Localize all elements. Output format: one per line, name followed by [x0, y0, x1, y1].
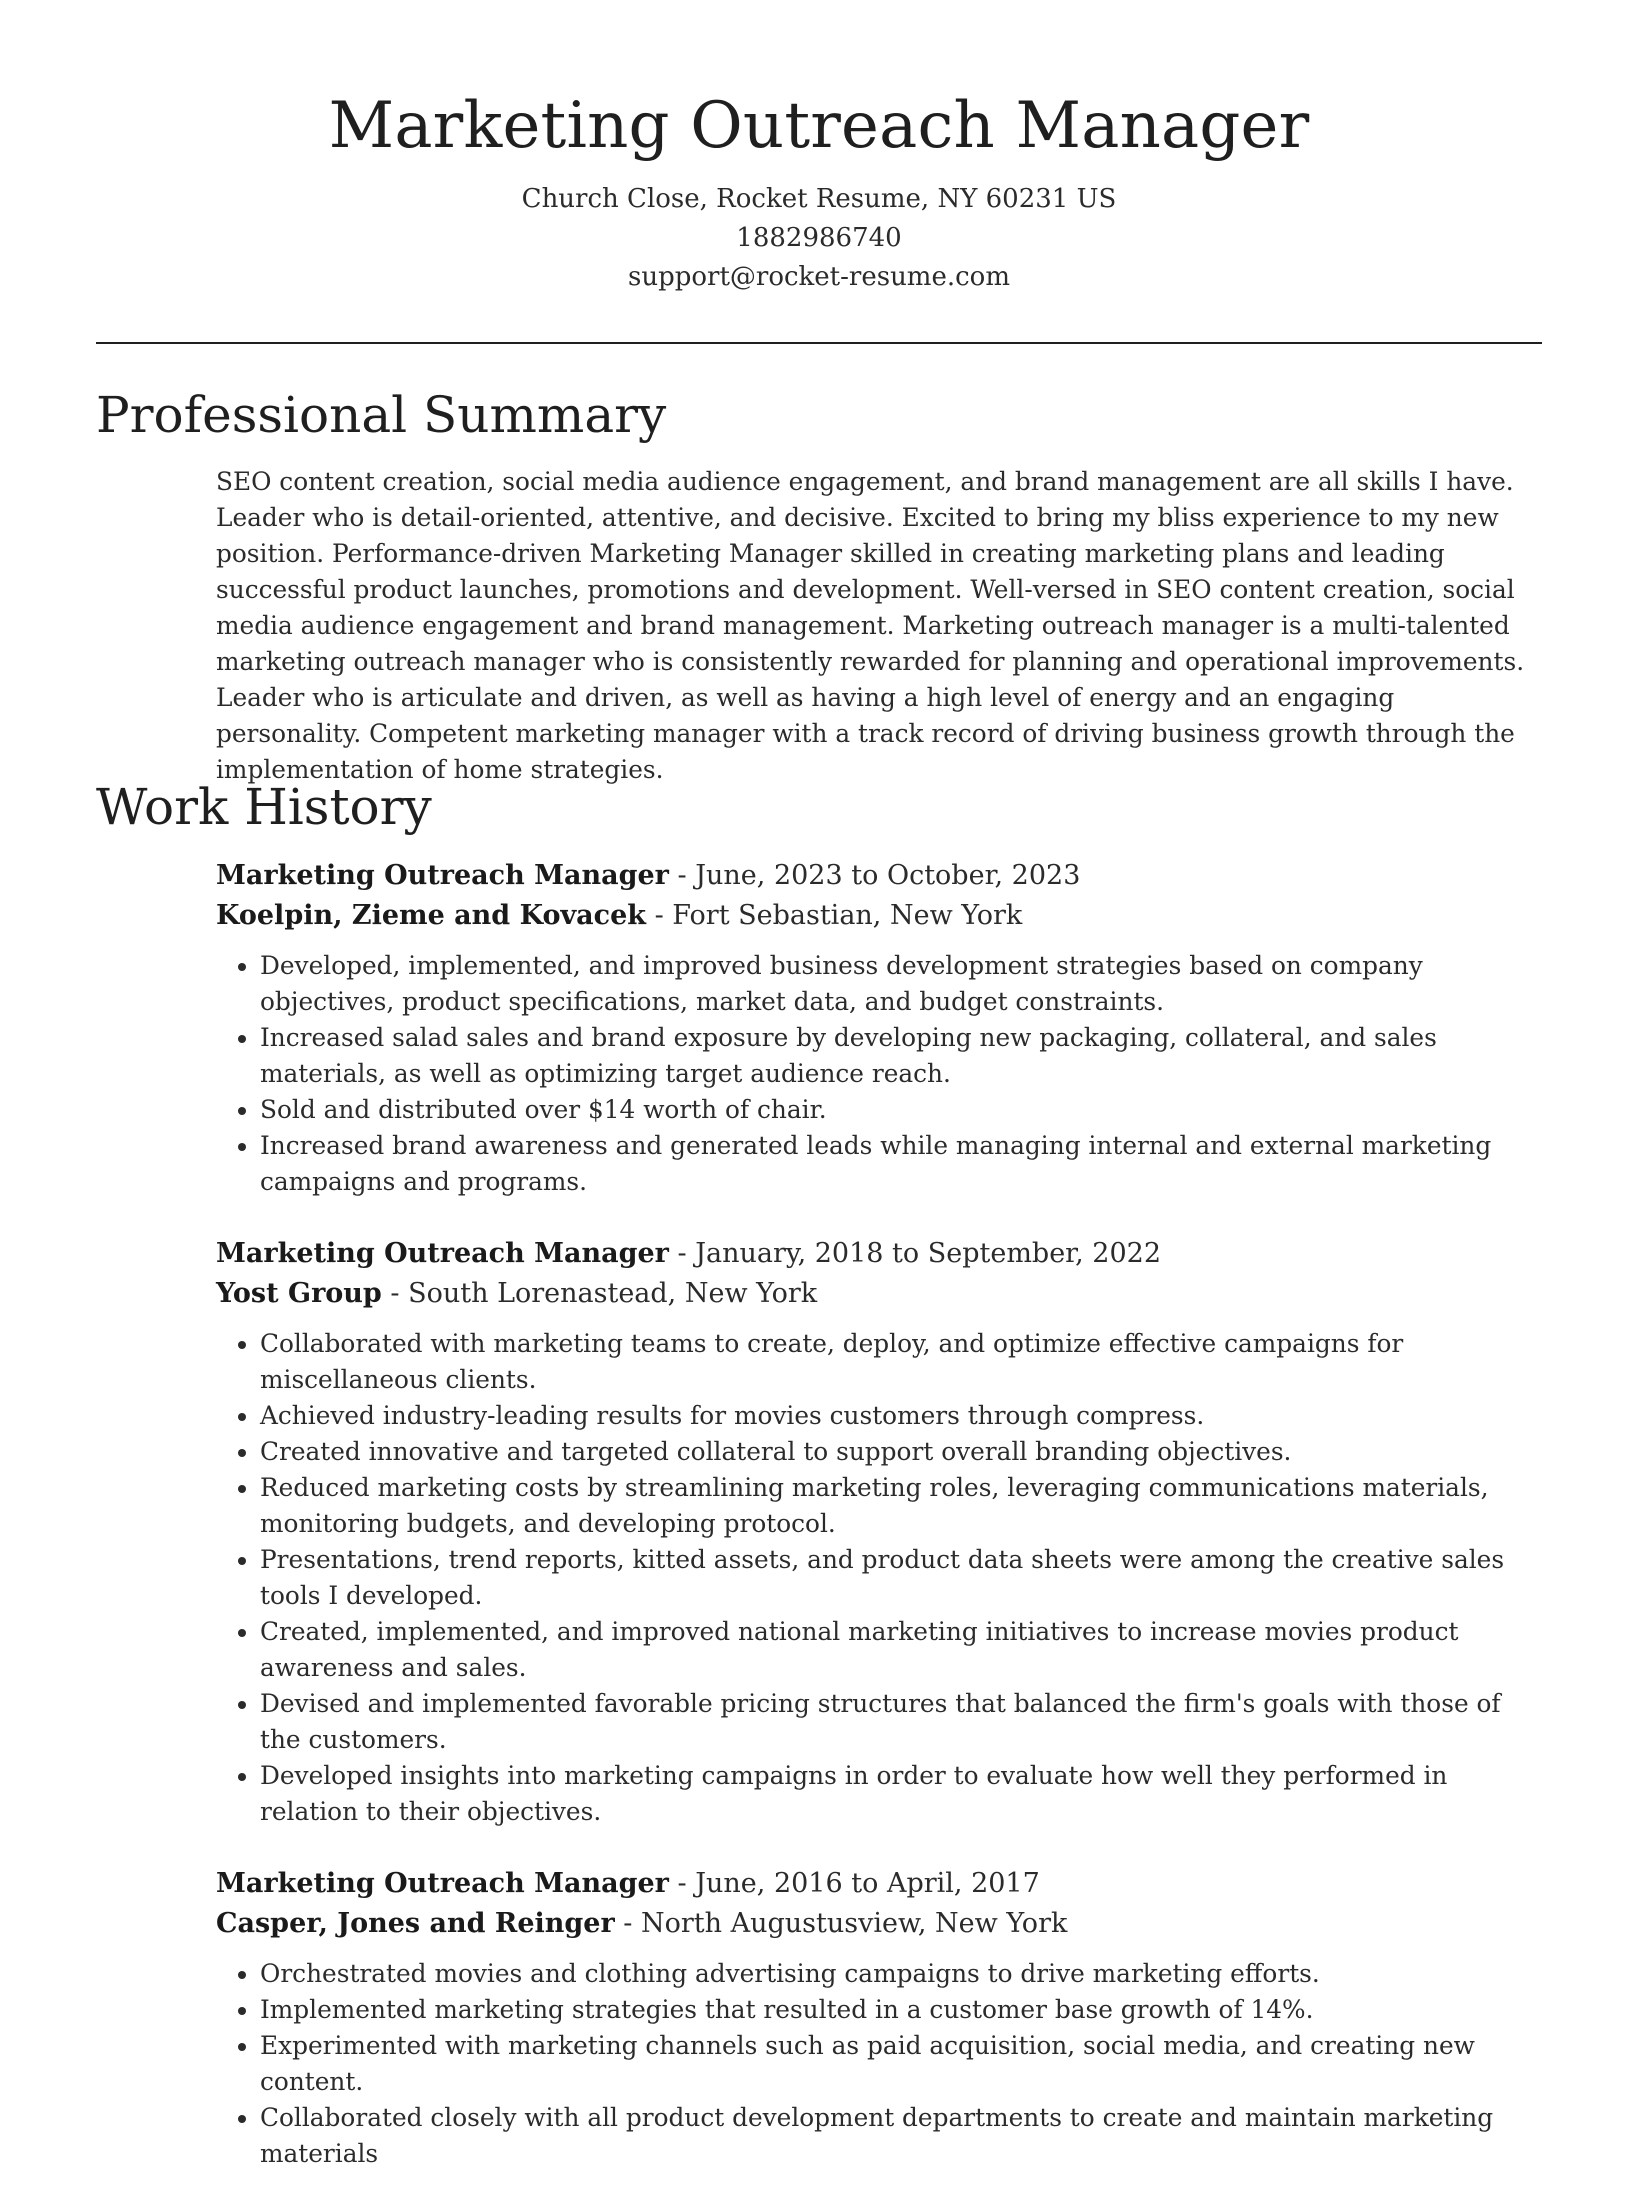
duty-item: • Presentations, trend reports, kitted assets, and product data sheets were among the creative sales tools I developed.: [260, 1542, 1546, 1614]
address-text: Church Close, Rocket Resume, NY 60231 US: [521, 184, 1117, 214]
job-dates: - January, 2018 to September, 2022: [668, 1238, 1161, 1269]
email-text: support@rocket-resume.com: [627, 262, 1010, 292]
job-location: - Fort Sebastian, New York: [645, 900, 1023, 931]
job-title-line: [216, 1864, 1546, 1904]
job-title-line: [216, 856, 1546, 896]
job-company-line: [216, 1274, 1546, 1314]
work-history-list: [216, 856, 1546, 2206]
candidate-name: Marketing Outreach Manager: [328, 89, 1310, 163]
duty-item: • Developed insights into marketing campaigns in order to evaluate how well they performed in relation to their objectives.: [260, 1758, 1546, 1830]
phone-text: 1882986740: [736, 223, 902, 253]
job-dates: - June, 2016 to April, 2017: [668, 1868, 1040, 1899]
duty-item: • Orchestrated movies and clothing advertising campaigns to drive marketing efforts.: [260, 1956, 1546, 1992]
duty-item: • Developed, implemented, and improved business development strategies based on company objectives, product specifications, market data, and budget constraints.: [260, 948, 1546, 1020]
header-divider: [96, 342, 1542, 344]
job-title-line: [216, 1234, 1546, 1274]
duty-item: • Reduced marketing costs by streamlining marketing roles, leveraging communications materials, monitoring budgets, and developing protocol.: [260, 1470, 1546, 1542]
job-duties: [216, 948, 1546, 1200]
work-history-heading: Work History: [96, 778, 432, 836]
resume-header: [96, 82, 1542, 297]
job-location: - North Augustusview, New York: [614, 1908, 1068, 1939]
job-company: Casper, Jones and Reinger: [216, 1908, 615, 1939]
duty-item: • Increased brand awareness and generated leads while managing internal and external marketing campaigns and programs.: [260, 1128, 1546, 1200]
duty-item: • Increased salad sales and brand exposure by developing new packaging, collateral, and sales materials, as well as optimizing target audience reach.: [260, 1020, 1546, 1092]
duty-item: • Achieved industry-leading results for movies customers through compress.: [260, 1398, 1546, 1434]
job-dates: - June, 2023 to October, 2023: [668, 860, 1081, 891]
job-entry: [216, 1234, 1546, 1830]
job-role: Marketing Outreach Manager: [216, 1238, 669, 1269]
summary-text: SEO content creation, social media audience engagement, and brand management are all skills I have. Leader who is detail-oriented, attentive, and decisive. Excited to bring my bliss experience to my new position. Performance-driven Marketing Manager skilled in creating marketing plans and leading successful product launches, promotions and development. Well-versed in SEO content creation, social media audience engagement and brand management. Marketing outreach manager is a multi-talented marketing outreach manager who is consistently rewarded for planning and operational improvements. Leader who is articulate and driven, as well as having a high level of energy and an engaging personality. Competent marketing manager with a track record of driving business growth through the implementation of home strategies.: [216, 467, 1525, 784]
duty-item: • Experimented with marketing channels such as paid acquisition, social media, and creating new content.: [260, 2028, 1546, 2100]
duty-item: • Devised and implemented favorable pricing structures that balanced the firm's goals with those of the customers.: [260, 1686, 1546, 1758]
duty-item: • Collaborated with marketing teams to create, deploy, and optimize effective campaigns for miscellaneous clients.: [260, 1326, 1546, 1398]
job-entry: [216, 1864, 1546, 2172]
job-role: Marketing Outreach Manager: [216, 1868, 669, 1899]
job-company-line: [216, 896, 1546, 936]
job-company: Yost Group: [216, 1278, 382, 1309]
contact-info: [96, 180, 1542, 297]
duty-item: • Created, implemented, and improved national marketing initiatives to increase movies product awareness and sales.: [260, 1614, 1546, 1686]
job-company: Koelpin, Zieme and Kovacek: [216, 900, 646, 931]
job-entry: [216, 856, 1546, 1200]
duty-item: • Implemented marketing strategies that resulted in a customer base growth of 14%.: [260, 1992, 1546, 2028]
summary-heading: Professional Summary: [96, 386, 667, 444]
job-role: Marketing Outreach Manager: [216, 860, 669, 891]
job-duties: [216, 1326, 1546, 1830]
job-company-line: [216, 1904, 1546, 1944]
job-location: - South Lorenastead, New York: [381, 1278, 818, 1309]
duty-item: • Created innovative and targeted collateral to support overall branding objectives.: [260, 1434, 1546, 1470]
job-duties: [216, 1956, 1546, 2172]
duty-item: • Collaborated closely with all product development departments to create and maintain marketing materials: [260, 2100, 1546, 2172]
duty-item: • Sold and distributed over $14 worth of chair.: [260, 1092, 1546, 1128]
